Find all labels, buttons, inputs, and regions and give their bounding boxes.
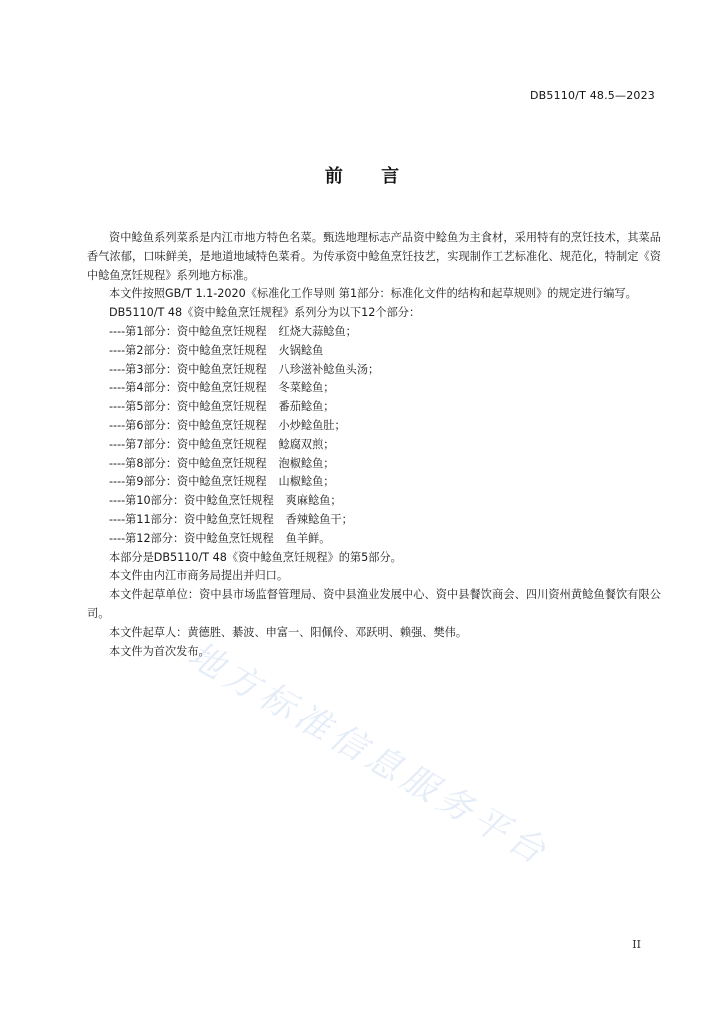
part-prefix: ----第8部分：资中鲶鱼烹饪规程 bbox=[109, 456, 267, 470]
part-dish: 鲶腐双煎； bbox=[278, 437, 335, 451]
part-prefix: ----第3部分：资中鲶鱼烹饪规程 bbox=[109, 362, 267, 376]
part-item bbox=[87, 323, 661, 342]
part-item bbox=[87, 436, 661, 455]
part-item bbox=[87, 511, 661, 530]
part-item bbox=[87, 473, 661, 492]
part-dish: 冬菜鲶鱼； bbox=[278, 381, 335, 395]
part-prefix: ----第1部分：资中鲶鱼烹饪规程 bbox=[109, 324, 267, 338]
part-item bbox=[87, 455, 661, 474]
standard-code: DB5110/T 48.5—2023 bbox=[529, 89, 655, 102]
part-dish: 番茄鲶鱼； bbox=[278, 400, 335, 414]
part-item bbox=[87, 379, 661, 398]
part-prefix: ----第4部分：资中鲶鱼烹饪规程 bbox=[109, 381, 267, 395]
part-dish: 八珍滋补鲶鱼头汤； bbox=[278, 362, 380, 376]
part-dish: 小炒鲶鱼肚； bbox=[278, 418, 346, 432]
part-dish: 鱼羊鲜。 bbox=[285, 531, 331, 545]
page-title: 前 言 bbox=[324, 166, 416, 187]
part-item bbox=[87, 492, 661, 511]
part-dish: 泡椒鲶鱼； bbox=[278, 456, 335, 470]
page-number: II bbox=[632, 938, 641, 951]
part-dish: 红烧大蒜鲶鱼； bbox=[278, 324, 357, 338]
part-dish: 山椒鲶鱼； bbox=[278, 475, 335, 489]
part-item bbox=[87, 398, 661, 417]
part-dish: 火锅鲶鱼 bbox=[278, 343, 324, 357]
parts-list bbox=[87, 323, 661, 549]
part-item bbox=[87, 530, 661, 549]
foreword-body bbox=[87, 229, 661, 661]
paragraph-drafting-units: 本文件起草单位：资中县市场监督管理局、资中县渔业发展中心、资中县餐饮商会、四川资州黄鲶鱼餐饮有限公司。 bbox=[87, 588, 661, 620]
part-prefix: ----第6部分：资中鲶鱼烹饪规程 bbox=[109, 418, 267, 432]
part-prefix: ----第2部分：资中鲶鱼烹饪规程 bbox=[109, 343, 267, 357]
part-dish: 香辣鲶鱼干； bbox=[285, 512, 353, 526]
paragraph-drafting-rules: 本文件按照GB/T 1.1-2020《标准化工作导则 第1部分：标准化文件的结构和起草规则》的规定进行编写。 bbox=[109, 287, 637, 301]
part-item bbox=[87, 417, 661, 436]
paragraph-drafters: 本文件起草人：黄德胜、綦波、申富一、阳佩伶、邓跃明、赖强、樊伟。 bbox=[109, 625, 468, 639]
watermark-text: 地方标准信息服务平台 bbox=[181, 634, 557, 875]
paragraph-series-overview: DB5110/T 48《资中鲶鱼烹饪规程》系列分为以下12个部分： bbox=[109, 306, 421, 320]
part-prefix: ----第9部分：资中鲶鱼烹饪规程 bbox=[109, 475, 267, 489]
part-prefix: ----第10部分：资中鲶鱼烹饪规程 bbox=[109, 494, 274, 508]
paragraph-this-part: 本部分是DB5110/T 48《资中鲶鱼烹饪规程》的第5部分。 bbox=[109, 550, 402, 564]
part-item bbox=[87, 361, 661, 380]
part-prefix: ----第12部分：资中鲶鱼烹饪规程 bbox=[109, 531, 274, 545]
part-item bbox=[87, 342, 661, 361]
paragraph-proposer: 本文件由内江市商务局提出并归口。 bbox=[109, 569, 289, 583]
part-prefix: ----第11部分：资中鲶鱼烹饪规程 bbox=[109, 512, 274, 526]
part-prefix: ----第7部分：资中鲶鱼烹饪规程 bbox=[109, 437, 267, 451]
part-prefix: ----第5部分：资中鲶鱼烹饪规程 bbox=[109, 400, 267, 414]
paragraph-intro: 资中鲶鱼系列菜系是内江市地方特色名菜。甄选地理标志产品资中鲶鱼为主食材，采用特有的烹饪技术，其菜品香气浓郁，口味鲜美，是地道地域特色菜肴。为传承资中鲶鱼烹饪技艺，实现制作工艺标准化、规范化，特制定《资中鲶鱼烹饪规程》系列地方标准。 bbox=[87, 231, 661, 282]
part-dish: 爽麻鲶鱼； bbox=[285, 494, 342, 508]
paragraph-first-release: 本文件为首次发布。 bbox=[109, 644, 210, 658]
